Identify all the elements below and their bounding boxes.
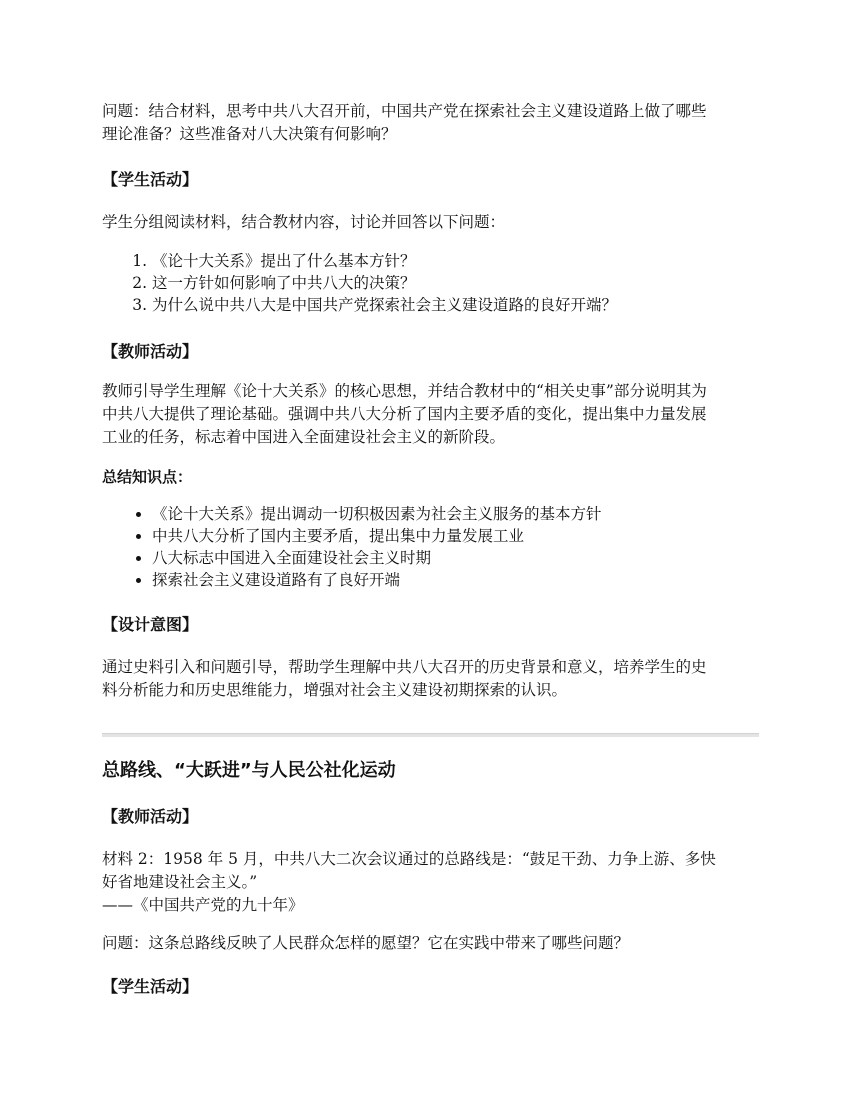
design-intent-heading: 【设计意图】	[102, 615, 199, 634]
list-item: 3. 为什么说中共八大是中国共产党探索社会主义建设道路的良好开端？	[152, 294, 762, 316]
material-2-source: ——《中国共产党的九十年》	[102, 896, 304, 914]
section-2-title: 总路线、“大跃进”与人民公社化运动	[102, 760, 396, 781]
question-1-line-1: 问题：结合材料，思考中共八大召开前，中国共产党在探索社会主义建设道路上做了哪些	[102, 102, 707, 120]
design-intent-line-2: 料分析能力和历史思维能力，增强对社会主义建设初期探索的认识。	[102, 681, 568, 699]
material-2-line-1: 材料 2：1958 年 5 月，中共八大二次会议通过的总路线是：“鼓足干劲、力争上游、多快	[102, 850, 716, 868]
question-1-line-2: 理论准备？这些准备对八大决策有何影响？	[102, 125, 397, 143]
list-item: 2. 这一方针如何影响了中共八大的决策？	[152, 272, 762, 294]
material-2-line-2: 好省地建设社会主义。”	[102, 873, 258, 891]
teacher-activity-text	[102, 380, 707, 449]
teacher-activity-heading-1: 【教师活动】	[102, 342, 199, 361]
teacher-activity-line-3: 工业的任务，标志着中国进入全面建设社会主义的新阶段。	[102, 428, 506, 446]
material-2-text	[102, 848, 716, 917]
design-intent-line-1: 通过史料引入和问题引导，帮助学生理解中共八大召开的历史背景和意义，培养学生的史	[102, 658, 707, 676]
summary-point-list	[102, 503, 762, 591]
teacher-activity-line-1: 教师引导学生理解《论十大关系》的核心思想，并结合教材中的“相关史事”部分说明其为	[102, 382, 707, 400]
teacher-activity-heading-2: 【教师活动】	[102, 807, 199, 826]
summary-title: 总结知识点：	[102, 468, 193, 486]
section-divider	[102, 733, 759, 737]
list-item: 1. 《论十大关系》提出了什么基本方针？	[152, 250, 762, 272]
list-item: • 《论十大关系》提出调动一切积极因素为社会主义服务的基本方针	[152, 503, 762, 525]
question-1	[102, 100, 707, 146]
list-item: • 八大标志中国进入全面建设社会主义时期	[152, 547, 762, 569]
design-intent-text	[102, 656, 707, 702]
list-item: • 中共八大分析了国内主要矛盾，提出集中力量发展工业	[152, 525, 762, 547]
teacher-activity-line-2: 中共八大提供了理论基础。强调中共八大分析了国内主要矛盾的变化，提出集中力量发展	[102, 405, 707, 423]
discussion-question-list	[102, 250, 762, 316]
student-activity-intro: 学生分组阅读材料，结合教材内容，讨论并回答以下问题：	[102, 213, 506, 231]
question-2: 问题：这条总路线反映了人民群众怎样的愿望？它在实践中带来了哪些问题？	[102, 934, 630, 952]
list-item: • 探索社会主义建设道路有了良好开端	[152, 569, 762, 591]
student-activity-heading-2: 【学生活动】	[102, 977, 199, 996]
student-activity-heading-1: 【学生活动】	[102, 170, 199, 189]
